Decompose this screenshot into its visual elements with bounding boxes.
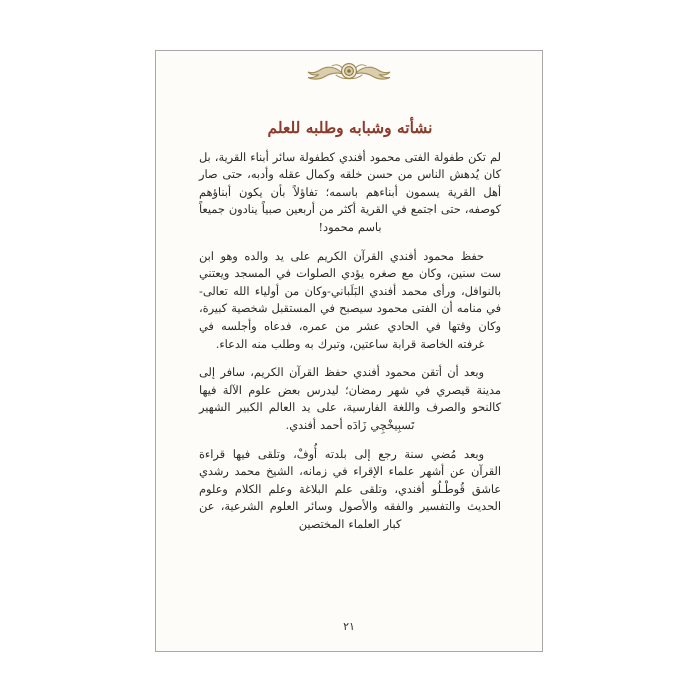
chapter-title: نشأته وشبابه وطلبه للعلم (267, 118, 433, 137)
body-paragraph-4: وبعد مُضي سنة رجع إلى بلدته أُوفْ، وتلقى فيها قراءة القرآن عن أشهر علماء الإقراء في زمانه، الشيخ محمد رشدي عاشق قُوطْـلُو أفندي، وتلقى علم البلاغة وعلم الكلام وعلوم الحديث والتفسير والفقه والأصول وسائر العلوم الشرعية، عن كبار العلماء المختصين (199, 447, 501, 531)
body-paragraph-1: لم تكن طفولة الفتى محمود أفندي كطفولة سائر أبناء القرية، بل كان يُدهش الناس من حسن خلقه وكمال عقله وأدبه، حتى صار أهل القرية يسمون أبناءهم باسمه؛ تفاؤلاً بأن يكون أبناؤهم كوصفه، حتى اجتمع في القرية أكثر من أربعين صبياً ينادون جميعاً باسم محمود! (198, 150, 501, 234)
floral-divider-ornament (306, 61, 392, 87)
body-paragraph-3: وبعد أن أتقن محمود أفندي حفظ القرآن الكريم، سافر إلى مدينة قيصري في شهر رمضان؛ ليدرس بعض علوم الآلة فيها كالنحو والصرف واللغة الفارسية، على يد العالم الكبير الشهير تَسبِيخْچِي زَادَه أحمد أفندي. (199, 366, 501, 432)
book-page-sheet (155, 50, 543, 652)
ornament-container (156, 57, 542, 91)
page-content (199, 119, 501, 589)
page-number: ٢١ (343, 620, 355, 633)
body-paragraph-2: حفظ محمود أفندي القرآن الكريم على يد والده وهو ابن ست سنين، وكان مع صغره يؤدي الصلوات في المسجد ويعتني بالنوافل، ورأى محمد أفندي البَلَباني-وكان من أولياء الله تعالى- في منامه أن الفتى محمود سيصبح في المستقبل شخصية كبيرة، وكان وقتها في الحادي عشر من عمره، فدعاه وأجلسه في غرفته الخاصة قرابة ساعتين، وتبرك به وطلب منه الدعاء. (199, 249, 501, 351)
